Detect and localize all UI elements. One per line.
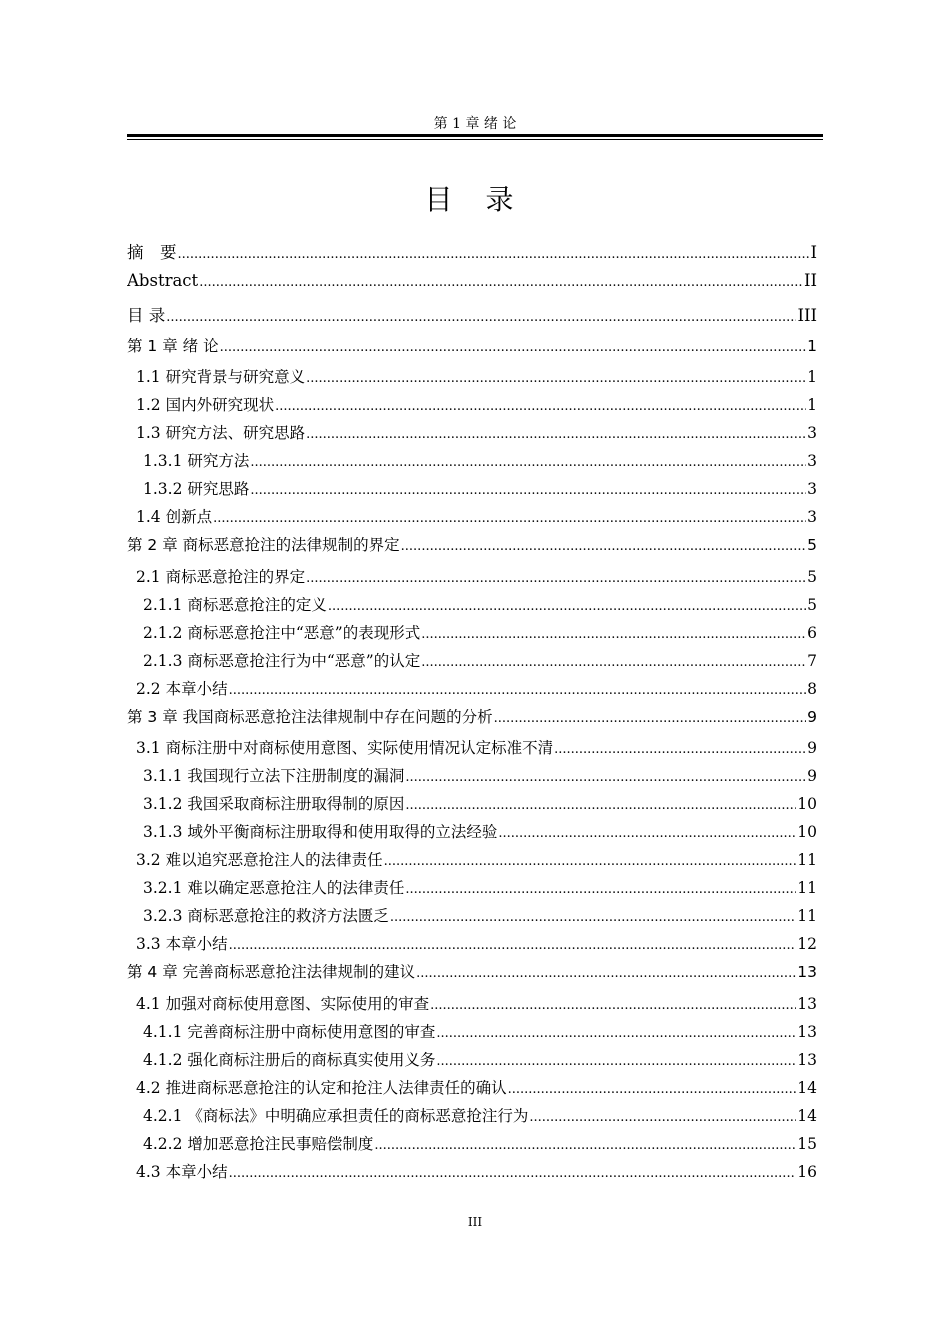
toc-entry-label: 目 录 [127,306,166,325]
toc-entry-label: 4.2.1 《商标法》中明确应承担责任的商标恶意抢注行为 [143,1106,529,1125]
toc-entry-label: 4.2.2 增加恶意抢注民事赔偿制度 [143,1134,374,1153]
dot-leader [199,271,803,290]
toc-entry-label: 第 2 章 商标恶意抢注的法律规制的界定 [127,536,400,554]
toc-entry-page: 13 [797,1022,817,1041]
dot-leader [430,995,796,1013]
dot-leader [374,1135,796,1153]
toc-entry-section[interactable] [127,848,817,876]
toc-entry-subsection[interactable] [127,764,817,792]
dot-leader [229,680,807,698]
dot-leader [178,243,810,262]
dot-leader [421,652,806,670]
toc-entry-page: 14 [797,1078,817,1097]
toc-entry-chapter-3[interactable] [127,705,817,737]
dot-leader [384,851,797,869]
toc-entry-section[interactable] [127,565,817,593]
toc-entry-section[interactable] [127,365,817,393]
toc-entry-page: 11 [797,879,817,897]
toc-entry-subsection[interactable] [127,1048,817,1076]
toc-entry-page: 11 [797,851,817,869]
dot-leader [220,337,807,355]
toc-entry-page: 3 [807,508,817,526]
toc-entry-section[interactable] [127,677,817,705]
dot-leader [405,767,806,785]
toc-entry-label: 4.3 本章小结 [136,1162,228,1181]
toc-entry-label: 第 1 章 绪 论 [127,336,219,355]
toc-entry-subsection[interactable] [127,820,817,848]
toc-entry-subsection[interactable] [127,1020,817,1048]
toc-entry-label: 4.1 加强对商标使用意图、实际使用的审查 [136,994,430,1013]
toc-entry-subsection[interactable] [127,593,817,621]
toc-entry-page: 3 [807,480,817,498]
toc-entry-page: 12 [797,935,817,953]
toc-entry-page: 13 [797,963,817,981]
toc-entry-subsection[interactable] [127,876,817,904]
toc-entry-chapter-2[interactable] [127,533,817,565]
toc-entry-page: 5 [807,536,817,554]
page-number: III [467,1215,483,1229]
dot-leader [306,424,806,442]
toc-entry-section[interactable] [127,421,817,449]
toc-entry-section[interactable] [127,393,817,421]
toc-entry-label: 摘 要 [127,243,177,262]
toc-entry-page: 5 [807,595,817,614]
toc-entry-section[interactable] [127,1076,817,1104]
toc-entry-section[interactable] [127,992,817,1020]
dot-leader [229,935,797,953]
toc-entry-page: 1 [807,368,817,386]
toc-entry-subsection[interactable] [127,621,817,649]
dot-leader [213,508,806,526]
toc-entry-page: 9 [807,707,817,726]
dot-leader [529,1107,796,1125]
dot-leader [405,879,796,897]
toc-entry-subsection[interactable] [127,449,817,477]
toc-entry-page: 11 [797,907,817,925]
toc-entry-page: II [803,270,817,290]
toc-entry-page: 10 [797,795,817,813]
toc-entry-label: 第 3 章 我国商标恶意抢注法律规制中存在问题的分析 [127,707,493,726]
running-header: 第 1 章 绪 论 [433,116,517,132]
toc-entry-label: 3.1 商标注册中对商标使用意图、实际使用情况认定标准不清 [136,739,554,757]
toc-entry-label: 3.2.3 商标恶意抢注的救济方法匮乏 [143,907,389,925]
toc-entry-page: 16 [797,1162,817,1181]
toc-entry-label: 3.1.3 域外平衡商标注册取得和使用取得的立法经验 [143,823,498,841]
dot-leader [306,368,806,386]
toc-entry-label: 4.1.1 完善商标注册中商标使用意图的审查 [143,1022,436,1041]
toc-entry-label: 2.1 商标恶意抢注的界定 [136,567,306,586]
toc-entry-page: 5 [807,567,817,586]
dot-leader [401,536,806,554]
toc-entry-label: 4.1.2 强化商标注册后的商标真实使用义务 [143,1050,436,1069]
toc-entry-label: Abstract [127,270,199,290]
toc-entry-label: 3.2.1 难以确定恶意抢注人的法律责任 [143,879,405,897]
toc-entry-page: 15 [797,1134,817,1153]
dot-leader [275,396,806,414]
toc-entry-label: 1.3.2 研究思路 [143,480,250,498]
dot-leader [250,452,806,470]
toc-entry-label: 2.1.3 商标恶意抢注行为中“恶意”的认定 [143,651,421,670]
toc-entry-section[interactable] [127,1160,817,1188]
dot-leader [508,1079,797,1097]
dot-leader [436,1051,796,1069]
header-rule-thin [127,139,823,140]
toc-entry-page: 8 [807,679,817,698]
toc-title: 目 录 [424,183,526,216]
dot-leader [328,596,806,614]
toc-entry-subsection[interactable] [127,904,817,932]
toc-entry-label: 3.1.2 我国采取商标注册取得制的原因 [143,795,405,813]
dot-leader [494,708,806,726]
dot-leader [498,823,796,841]
dot-leader [554,739,806,757]
toc-entry-section[interactable] [127,932,817,960]
dot-leader [436,1023,796,1041]
toc-entry-page: III [797,306,817,325]
dot-leader [229,1163,797,1181]
header-rule-thick [127,134,823,137]
toc-entry-page: 1 [807,336,817,355]
toc-entry-page: 13 [797,994,817,1013]
toc-entry-label: 1.3.1 研究方法 [143,452,250,470]
toc-entry-label: 1.3 研究方法、研究思路 [136,424,306,442]
toc-entry-subsection[interactable] [127,477,817,505]
toc-entry-page: 3 [807,452,817,470]
toc-entry-page: 9 [807,767,817,785]
toc-entry-page: 13 [797,1050,817,1069]
toc-entry-subsection[interactable] [127,649,817,677]
toc-entry-label: 2.1.2 商标恶意抢注中“恶意”的表现形式 [143,623,421,642]
dot-leader [306,568,806,586]
toc-entry-subsection[interactable] [127,1132,817,1160]
toc-entry-contents[interactable] [127,302,817,334]
dot-leader [250,480,806,498]
toc-entry-label: 4.2 推进商标恶意抢注的认定和抢注人法律责任的确认 [136,1078,507,1097]
toc-entry-label: 1.2 国内外研究现状 [136,396,275,414]
dot-leader [421,624,806,642]
toc-entry-page: 6 [807,623,817,642]
toc-entry-page: I [810,243,817,262]
dot-leader [405,795,796,813]
toc-entry-label: 2.1.1 商标恶意抢注的定义 [143,595,327,614]
toc-entry-subsection[interactable] [127,1104,817,1132]
toc-entry-chapter-4[interactable] [127,960,817,992]
toc-entry-page: 10 [797,823,817,841]
dot-leader [390,907,796,925]
toc-entry-page: 3 [807,424,817,442]
toc-entry-label: 1.4 创新点 [136,508,213,526]
toc-entry-label: 1.1 研究背景与研究意义 [136,368,306,386]
toc-entry-label: 第 4 章 完善商标恶意抢注法律规制的建议 [127,963,416,981]
toc-list [127,239,817,1188]
toc-entry-section[interactable] [127,505,817,533]
toc-entry-page: 7 [807,651,817,670]
dot-leader [166,306,796,325]
toc-entry-page: 1 [807,396,817,414]
dot-leader [416,963,796,981]
toc-entry-chapter-1[interactable] [127,334,817,366]
toc-entry-label: 2.2 本章小结 [136,679,228,698]
toc-entry-section[interactable] [127,736,817,764]
toc-entry-abstract-cn[interactable] [127,239,817,271]
toc-entry-label: 3.3 本章小结 [136,935,228,953]
toc-entry-page: 9 [807,739,817,757]
toc-entry-label: 3.1.1 我国现行立法下注册制度的漏洞 [143,767,405,785]
toc-entry-subsection[interactable] [127,792,817,820]
toc-entry-label: 3.2 难以追究恶意抢注人的法律责任 [136,851,383,869]
toc-entry-abstract-en[interactable] [127,271,817,303]
toc-entry-page: 14 [797,1106,817,1125]
